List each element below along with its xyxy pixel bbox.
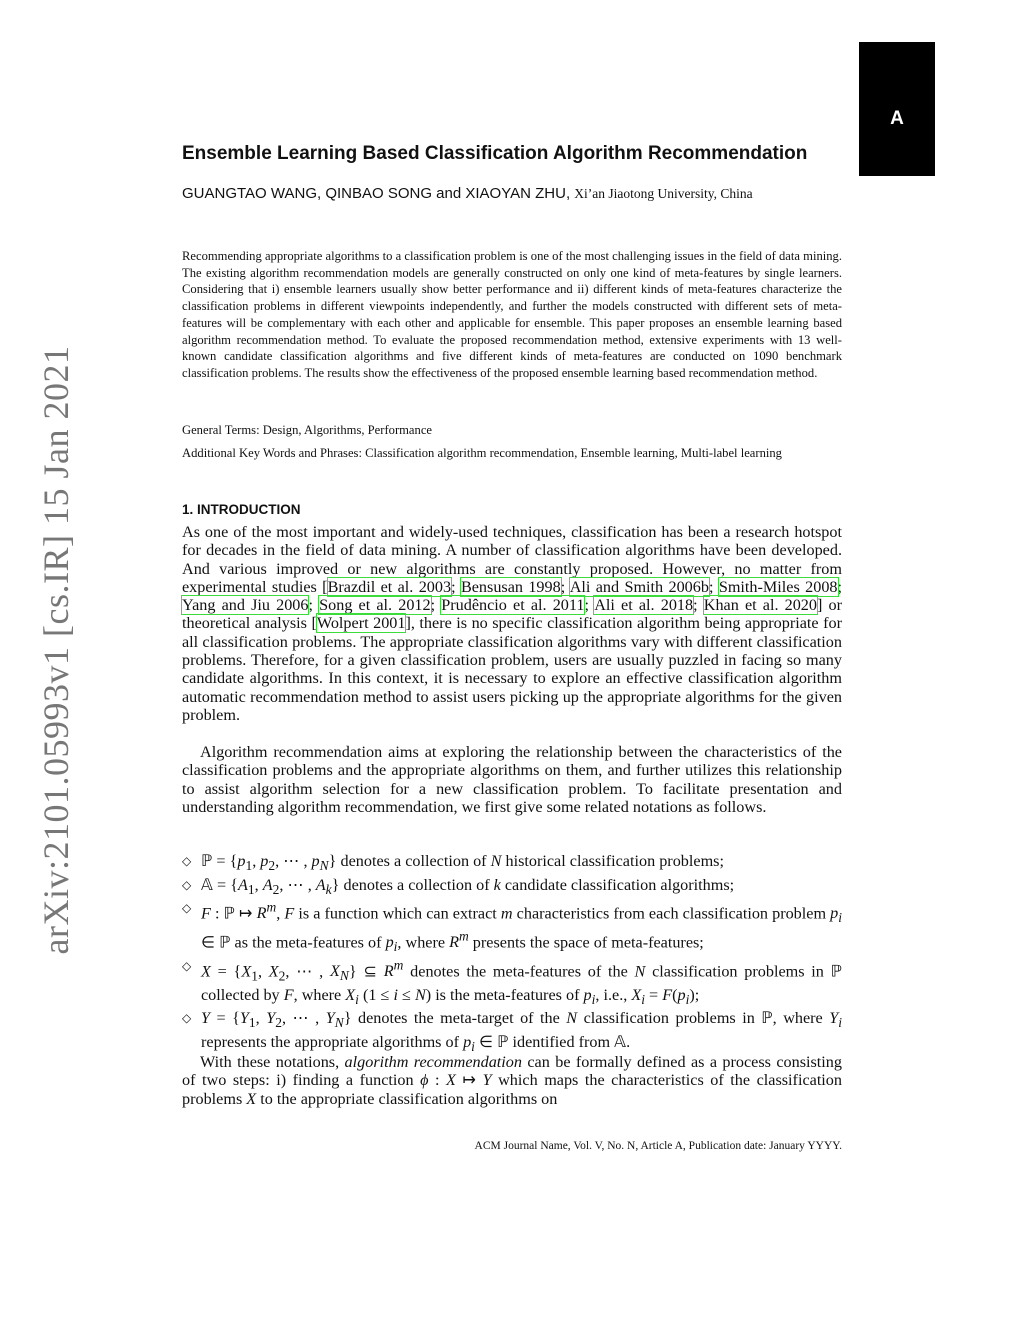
list-text: characteristics from each classification problem [512, 904, 831, 923]
list-text: classification problems in [645, 962, 831, 981]
intro-text: As one of the most important and widely-used techniques, classification has been a research hotspot for decades in the field of data mining. A number of classification algorithms have been developed. And various improved or new algorithms are constantly proposed. However, no matter from experimental studies [ [182, 523, 842, 596]
paper-title: Ensemble Learning Based Classification Algorithm Recommendation [182, 143, 808, 164]
emphasis-term: algorithm recommendation [344, 1053, 522, 1071]
list-text: identified from [508, 1032, 615, 1051]
notation-list [182, 852, 842, 1056]
intro-text: ] or theoretical analysis [ [182, 596, 843, 633]
list-text: presents the space of meta-features; [468, 933, 704, 952]
list-item: ◇ ℙ = {$p_1$, $p_2$, ⋯ , $p_N$} denotes a collection of N historical classification problems; [182, 852, 724, 874]
list-text: denotes the meta-features of the [403, 962, 635, 981]
list-text: represents the appropriate algorithms of [201, 1032, 464, 1051]
list-text: candidate classification algorithms; [500, 875, 735, 894]
affiliation: Xi’an Jiaotong University, China [574, 186, 753, 201]
list-item: ◇ F : ℙ ↦ $R^m$, F is a function which can extract m characteristics from each classification problem $p_i$ ∈ ℙ as the meta-features of $p_i$, where $R^m$ presents the space of meta-features; [182, 900, 842, 955]
intro-text: ], there is no specific classification algorithm being appropriate for all classification problems. The appropriate classification algorithms vary with different classification problems. Therefore, for a given classification problem, users are usually puzzled in facing so many candidate algorithms. In this context, it is necessary to explore an effective classification algorithm automatic recommendation method to assist users picking up the appropriate algorithms for the given problem. [182, 614, 842, 724]
citation-link[interactable]: Brazdil et al. 2003 [327, 577, 452, 596]
p3-text: to the appropriate classification algorithms on [256, 1089, 558, 1108]
arxiv-stamp-text: arXiv:2101.05993v1 [cs.IR] 15 Jan 2021 [36, 345, 76, 955]
list-text: , where [293, 985, 346, 1004]
journal-footer: ACM Journal Name, Vol. V, No. N, Article A, Publication date: January YYYY. [474, 1140, 842, 1152]
list-text: is a function which can extract [294, 904, 501, 923]
list-item: ◇ 𝔸 = {$A_1$, $A_2$, ⋯ , $A_k$} denotes a collection of k candidate classification algorithms; [182, 875, 735, 897]
list-text: , where [397, 933, 450, 952]
article-letter-tab [859, 42, 935, 176]
list-text: denotes the meta-target of the [351, 1009, 567, 1028]
diamond-bullet-icon: ◇ [182, 854, 192, 868]
list-item: ◇ $Y = \{Y_1$, $Y_2$, ⋯ , $Y_N$} denotes the meta-target of the N classification problems in ℙ, where $Y_i$ represents the appropriate algorithms of $p_i$ ∈ ℙ identified from 𝔸. [182, 1009, 842, 1055]
general-terms: General Terms: Design, Algorithms, Performance [182, 423, 432, 437]
p3-text: can be formally defined as a process consisting of two steps: i) finding a function [182, 1053, 842, 1090]
intro-paragraph-2: Algorithm recommendation aims at exploring the relationship between the characteristics of the classification problems and the appropriate algorithms on them, and further utilizes this relationship to assist algorithm selection for a new classification problem. To facilitate presentation and understanding algorithm recommendation, we first give some related notations as follows. [182, 743, 842, 816]
p3-text: With these notations, [200, 1053, 345, 1071]
diamond-bullet-icon: ◇ [182, 877, 192, 892]
citation-link[interactable]: Song et al. 2012 [319, 596, 431, 615]
citation-link[interactable]: Smith-Miles 2008 [718, 577, 838, 596]
author-line [182, 185, 852, 202]
intro-paragraph-1: As one of the most important and widely-used techniques, classification has been a research hotspot for decades in the field of data mining. A number of classification algorithms have been developed. And various improved or new algorithms are constantly proposed. However, no matter from experimental studies [Brazdil et al. 2003; Bensusan 1998; Ali and Smith 2006b; Smith-Miles 2008; Yang and Jiu 2006; Song et al. 2012; Prudêncio et al. 2011; Ali et al. 2018; Khan et al. 2020] or theoretical analysis [Wolpert 2001], there is no specific classification algorithm being appropriate for all classification problems. The appropriate classification algorithms vary with different classification problems. Therefore, for a given classification problem, users are usually puzzled in facing so many candidate algorithms. In this context, it is necessary to explore an effective classification algorithm automatic recommendation method to assist users picking up the appropriate algorithms for the given problem. [182, 523, 843, 724]
list-text: classification problems in [577, 1009, 762, 1028]
p3-text: which maps the characteristics of the classification problems [182, 1071, 842, 1108]
list-text: denotes a collection of [339, 875, 494, 894]
diamond-bullet-icon: ◇ [182, 901, 192, 916]
list-text: is the meta-features of [431, 985, 584, 1004]
citation-link[interactable]: Ali et al. 2018 [594, 596, 694, 615]
keywords: Additional Key Words and Phrases: Classification algorithm recommendation, Ensemble learning, Multi-label learning [182, 446, 782, 460]
list-text: historical classification problems; [501, 852, 724, 870]
article-letter: A [890, 108, 904, 129]
list-item: ◇ $X = \{X_1$, $X_2$, ⋯ , $X_N$} ⊆ $R^m$ denotes the meta-features of the N classification problems in ℙ collected by F, where $X_i$ (1 ≤ i ≤ N) is the meta-features of $p_i$, i.e., $X_i = F(p_i)$; [182, 957, 843, 1008]
authors: GUANGTAO WANG, QINBAO SONG and XIAOYAN ZHU, [182, 185, 571, 202]
list-text: denotes a collection of [336, 852, 491, 870]
list-text: as the meta-features of [230, 933, 386, 952]
citation-link[interactable]: Wolpert 2001 [316, 614, 406, 633]
section-heading: 1. INTRODUCTION [182, 502, 301, 517]
intro-paragraph-3: With these notations, algorithm recommendation can be formally defined as a process consisting of two steps: i) finding a function ϕ : X ↦ Y which maps the characteristics of the classification problems X to the appropriate classification algorithms on [182, 1053, 842, 1108]
list-text: , i.e., [595, 985, 632, 1004]
citation-link[interactable]: Ali and Smith 2006b [569, 577, 709, 596]
abstract: Recommending appropriate algorithms to a classification problem is one of the most challenging issues in the field of data mining. The existing algorithm recommendation models are generally constructed on only one kind of meta-features by single learners. Considering that i) ensemble learners usually show better performance and ii) different kinds of meta-features characterize the classification problems in different viewpoints independently, and further the models constructed with different sets of meta-features will be complementary with each other and applicable for ensemble. This paper proposes an ensemble learning based algorithm recommendation method. To evaluate the proposed recommendation method, extensive experiments with 13 well-known candidate classification algorithms and five different kinds of meta-features are conducted on 1090 benchmark classification problems. The results show the effectiveness of the proposed ensemble learning based recommendation method. [182, 249, 842, 380]
citation-link[interactable]: Bensusan 1998 [460, 577, 561, 596]
citation-link[interactable]: Prudêncio et al. 2011 [441, 596, 585, 615]
list-text: collected by [201, 985, 284, 1004]
list-text: , where [772, 1009, 830, 1028]
diamond-bullet-icon: ◇ [182, 958, 192, 973]
diamond-bullet-icon: ◇ [182, 1011, 192, 1026]
citation-link[interactable]: Khan et al. 2020 [703, 596, 817, 615]
citation-link[interactable]: Yang and Jiu 2006 [182, 596, 309, 615]
